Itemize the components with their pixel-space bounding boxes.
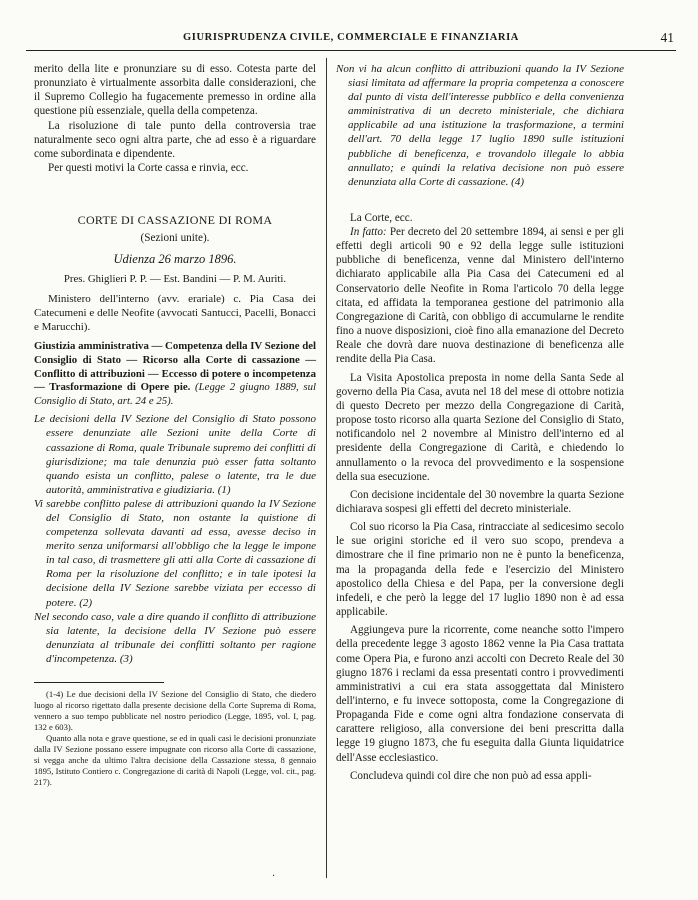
maxim-1 (34, 412, 316, 497)
in-fatto-paragraph (336, 225, 624, 367)
parties: Ministero dell'interno (avv. erariale) c. Pia Casa dei Catecumeni e delle Neofite (avvocati Santucci, Pacelli, Bonacci e Marucchi). (34, 292, 316, 334)
subject-heading (34, 340, 316, 408)
paragraph-decisione: Con decisione incidentale del 30 novembre la quarta Sezione dichiarava sospesi gli effetti del decreto ministeriale. (336, 488, 624, 515)
law-reference: (Legge 2 giugno 1889, sul Consiglio di Stato, art. 24 e 25). (34, 381, 317, 407)
column-divider (326, 58, 327, 878)
subject-text: Giustizia amministrativa — Competenza della IV Sezione del Consiglio di Stato — Ricorso alla Corte di cassazione — Conflitto di attribuzioni — Eccesso di potere o incompetenza — Trasformazione di Opere pie. (34, 340, 317, 394)
paragraph-concludeva: Concludeva quindi col dire che non può ad essa appli- (350, 769, 592, 782)
maxim-3-text: Nel secondo caso, vale a dire quando il conflitto di attribuzione sia latente, la decisione della IV Sezione può essere denunziata al tribunale dei conflitti soltanto per ragione d'incompetenza. (3) (34, 610, 316, 665)
intro-paragraph-1: merito della lite e pronunziare su di esso. Cotesta parte del pronunziato è virtualmente assorbita dalle considerazioni, che il Supremo Collegio ha fugacemente premesso in ordine alla questione più essenziale, quella della competenza. (34, 63, 316, 118)
running-header (26, 30, 676, 51)
maxim-3 (34, 610, 316, 666)
left-column (34, 62, 316, 788)
right-column (336, 62, 624, 783)
maxim-4-text: Non vi ha alcun conflitto di attribuzioni quando la IV Sezione siasi limitata ad affermare la propria competenza a conoscere dal punto di vista dell'interesse pubblico e della convenienza amministrativa di un decreto ministeriale, che dichiara applicabile ad una istituzione la trasformazione, a termini dell'art. 70 della legge 17 luglio 1890 sulle istituzioni pubbliche di beneficenza, e trovandolo illegale lo abbia annullato; e quindi la relativa decisione non può essere denunziata alla Corte di cassazione. (4) (336, 63, 624, 188)
maxim-4 (336, 62, 624, 189)
journal-title: GIURISPRUDENZA CIVILE, COMMERCIALE E FINANZIARIA (183, 32, 519, 43)
presidency-line: Pres. Ghiglieri P. P. — Est. Bandini — P. M. Auriti. (63, 272, 287, 285)
print-mark: . (272, 868, 276, 879)
footnote-2: Quanto alla nota e grave questione, se ed in quali casi le decisioni pronunziate dalla IV Sezione possano essere impugnate con ricorso alla Corte di cassazione, si vegga anche da ultimo l'altra decisione della Cassazione stessa, 8 gennaio 1895, Istituto Contiero c. Congregazione di carità di Napoli (Legge, vol. cit., pag. 217). (34, 733, 316, 787)
paragraph-aggiungeva: Aggiungeva pure la ricorrente, come neanche sotto l'impero della precedente legge 3 agosto 1862 venne la Pia Casa trattata come Opera Pia, e furono anzi accolti con Decreto Reale del 30 giugno 1876 i reclami da essa presentati contro i provvedimenti amministrativi a cui era stata assoggettata dal Ministero dell'interno, e fu invece sottoposta, come la Congregazione di Propaganda Fide e come ogni altra fondazione conservata di carattere religioso, alla conversione dei beni prescritta dalla legge 19 giugno 1873, che fu eseguita dalla Giunta liquidatrice dell'Asse ecclesiastico. (336, 624, 624, 764)
hearing-date: Udienza 26 marzo 1896. (113, 251, 237, 266)
paragraph-ricorso: Col suo ricorso la Pia Casa, rintracciate al sedicesimo secolo le sue origini storiche ed il vero suo scopo, prendeva a dimostrare che il fine primario non ne è punto la beneficenza, ma la propaganda della fede e l'esercizio del Ministero apostolico della Chiesa e del Papa, per la conversione degli infedeli, e che però la legge del 17 luglio 1890 non è ad essa applicabile. (336, 521, 624, 619)
paragraph-visita: La Visita Apostolica preposta in nome della Santa Sede al governo della Pia Casa, avuta nel 18 del mese di ottobre notizia di questo Decreto per mezzo della Congregazione di Carità, propose tosto ricorso alla quarta Sezione del Consiglio di Stato, notificandolo nel 2 novembre al Ministro dell'interno ed al presidente della Congregazione di Carità, e chiedendo lo annullamento o la revoca del provvedimento e la sospensione della sua esecuzione. (336, 371, 624, 483)
court-sections: (Sezioni unite). (140, 232, 210, 245)
intro-paragraph-3: Per questi motivi la Corte cassa e rinvia, ecc. (48, 162, 249, 175)
maxim-1-text: Le decisioni della IV Sezione del Consiglio di Stato possono essere denunziate alle Sezioni unite della Corte di cassazione di Roma, quale Tribunale supremo dei conflitti di giurisdizione; ma tale denunzia può esser fatta soltanto quando esista un conflitto, palese o latente, tra le due autorità, amministrativa e giudiziaria. (1) (34, 413, 316, 496)
intro-paragraph-2: La risoluzione di tale punto della controversia trae naturalmente seco ogni altra parte, che ad esso è a riguardare come subordinata e dipendente. (34, 119, 316, 160)
page-number: 41 (660, 30, 674, 45)
in-fatto-label: In fatto: (350, 226, 387, 238)
maxim-2-text: Vi sarebbe conflitto palese di attribuzioni quando la IV Sezione del Consiglio di Stato, non ostante la quistione di competenza sollevata davanti ad essa, avesse deciso in merito senza uniformarsi all'obbligo che la legge le impone in tal caso, di trasmettere gli atti alla Corte di cassazione di Roma per la risoluzione del conflitto; e in tale ipotesi la decisione della IV Sezione sarebbe viziata per eccesso di potere. (2) (34, 497, 316, 609)
footnote-rule (34, 682, 164, 683)
maxim-2 (34, 497, 316, 610)
maxims (34, 412, 316, 666)
in-fatto-text: Per decreto del 20 settembre 1894, ai sensi e per gli effetti degli articoli 90 e 92 della legge sulle istituzioni pubbliche di beneficenza, venne dal Ministero dell'interno dichiarato applicabile alla Pia Casa dei Catecumeni ed al Conservatorio delle Neofite in Roma l'articolo 70 della legge citata, ed affidata la temporanea gestione del patrimonio alla Congregazione di Carità, con obbligo di accumularne le rendite fino a nuove disposizioni, cioè fino alla emanazione del Decreto Reale che dovrà dare nuova destinazione di beneficenza alle rendite della Pia Casa. (336, 226, 625, 366)
court-heading: CORTE DI CASSAZIONE DI ROMA (77, 213, 273, 228)
footnotes (34, 689, 316, 788)
la-corte: La Corte, ecc. (350, 211, 413, 224)
footnote-1: (1-4) Le due decisioni della IV Sezione del Consiglio di Stato, che diedero luogo al ricorso rigettato dalla presente decisione della Corte Suprema di Roma, vennero a suo tempo pubblicate nel nostro periodico (Legge, 1895, vol. I, pag. 132 e 603). (34, 689, 316, 732)
